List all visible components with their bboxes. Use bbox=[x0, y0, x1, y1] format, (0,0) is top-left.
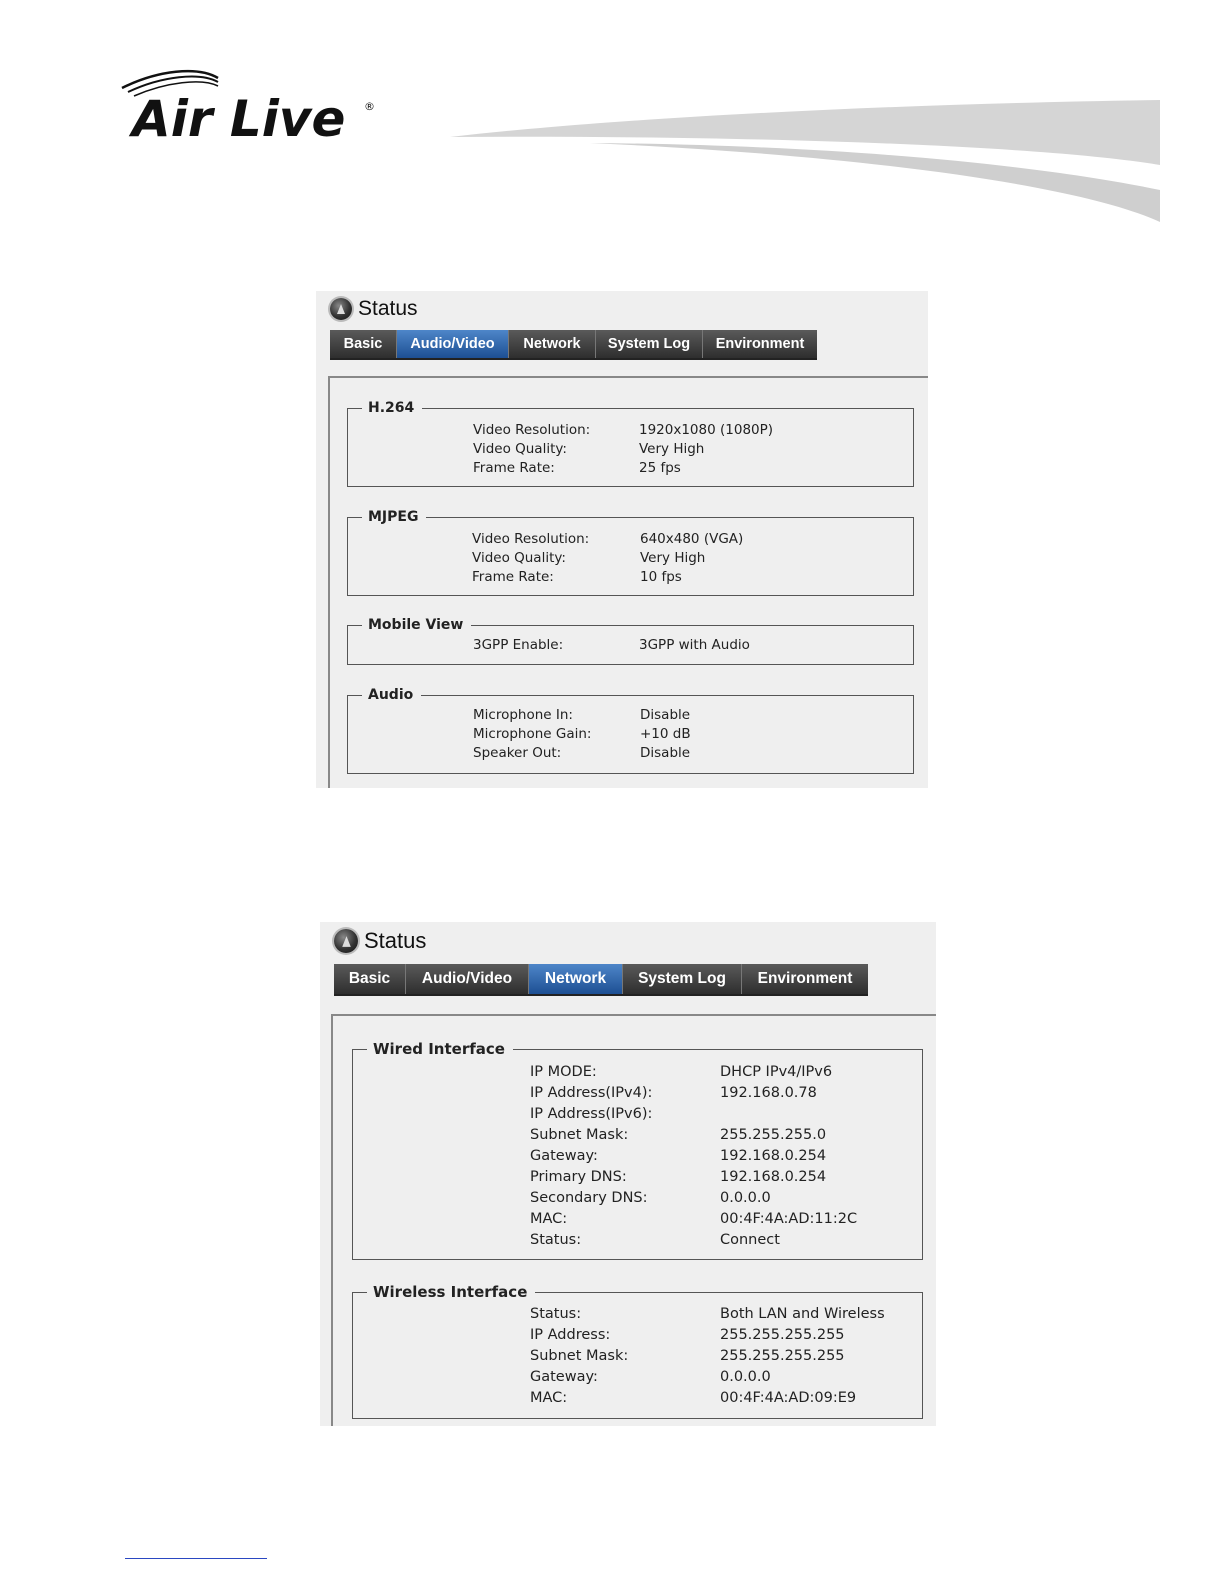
tab-environment[interactable]: Environment bbox=[703, 330, 817, 358]
section-legend: Wired Interface bbox=[367, 1040, 513, 1058]
tab-environment[interactable]: Environment bbox=[742, 964, 868, 994]
section-wireless-interface: Wireless Interface Status: Both LAN and Wireless IP Address: 255.255.255.255 Subnet Mask: 255.255.255.255 Gateway: 0.0.0.0 MAC: 00:4F:4A:AD:09:E9 bbox=[352, 1292, 923, 1419]
section-wired-interface: Wired Interface IP MODE: DHCP IPv4/IPv6 IP Address(IPv4): 192.168.0.78 IP Address(IPv6): Subnet Mask: 255.255.255.0 Gateway: 192.168.0.254 Primary DNS: 192.168.0.254 Secondary DNS: 0.0.0.0 MAC: 00:4F:4A:AD:11:2C Status: Connect bbox=[352, 1049, 923, 1260]
status-title: Status bbox=[358, 297, 418, 320]
tab-audio-video[interactable]: Audio/Video bbox=[406, 964, 529, 994]
section-mobile-view: Mobile View 3GPP Enable: 3GPP with Audio bbox=[347, 625, 914, 665]
tab-audio-video[interactable]: Audio/Video bbox=[397, 330, 509, 358]
status-icon bbox=[330, 298, 352, 320]
status-tabbar bbox=[334, 964, 868, 996]
tab-basic[interactable]: Basic bbox=[330, 330, 397, 358]
status-title: Status bbox=[364, 928, 427, 953]
section-legend: Audio bbox=[362, 686, 421, 704]
status-panel-audio-video bbox=[316, 291, 928, 788]
airlive-logo bbox=[118, 66, 380, 146]
status-panel-network bbox=[320, 922, 936, 1426]
logo-text: Air Live bbox=[132, 90, 346, 146]
section-mjpeg: MJPEG Video Resolution: 640x480 (VGA) Video Quality: Very High Frame Rate: 10 fps bbox=[347, 517, 914, 596]
status-header bbox=[334, 928, 426, 954]
footer-link-underline[interactable] bbox=[125, 1558, 267, 1559]
tab-system-log[interactable]: System Log bbox=[596, 330, 703, 358]
registered-mark: ® bbox=[364, 100, 375, 113]
section-h264: H.264 Video Resolution: 1920x1080 (1080P) Video Quality: Very High Frame Rate: 25 fps bbox=[347, 408, 914, 487]
section-legend: Mobile View bbox=[362, 616, 471, 634]
section-legend: MJPEG bbox=[362, 508, 426, 526]
status-tabbar bbox=[330, 330, 817, 360]
status-icon bbox=[334, 929, 358, 953]
section-legend: Wireless Interface bbox=[367, 1283, 535, 1301]
tab-basic[interactable]: Basic bbox=[334, 964, 406, 994]
section-legend: H.264 bbox=[362, 399, 422, 417]
section-audio: Audio Microphone In: Disable Microphone Gain: +10 dB Speaker Out: Disable bbox=[347, 695, 914, 774]
tab-system-log[interactable]: System Log bbox=[623, 964, 742, 994]
header-swoosh bbox=[440, 95, 1165, 230]
tab-network[interactable]: Network bbox=[529, 964, 623, 994]
status-header bbox=[330, 297, 418, 321]
tab-network[interactable]: Network bbox=[509, 330, 596, 358]
